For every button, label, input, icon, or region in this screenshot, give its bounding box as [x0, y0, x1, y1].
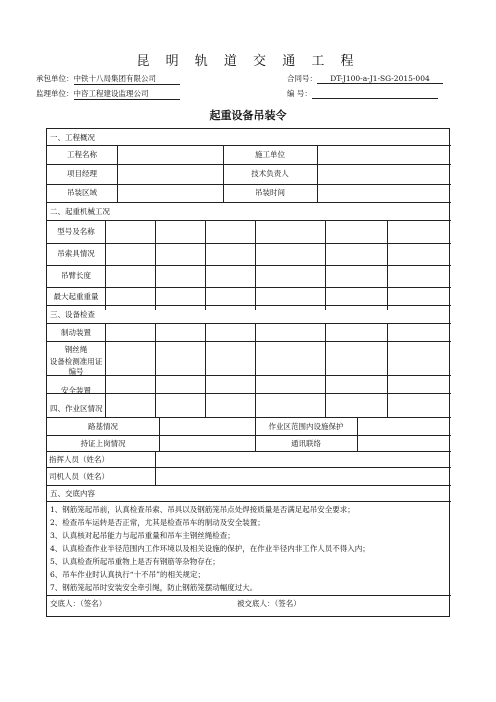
label-certified-operators: 持证上岗情况: [80, 439, 126, 448]
label-commander: 指挥人员（姓名）: [49, 455, 109, 464]
section-5-header: 五、交底内容: [50, 489, 95, 498]
label-tech-lead: 技术负责人: [251, 169, 289, 178]
label-cert-number-line1: 设备检测准用证: [49, 357, 103, 366]
label-project-manager: 项目经理: [67, 169, 97, 178]
contractor-value[interactable]: 中铁十八局集团有限公司: [74, 73, 180, 85]
label-boom-length: 吊臂长度: [61, 271, 91, 280]
briefing-item: 7、钢筋笼起吊时安装安全牵引绳，防止钢筋笼摆动幅度过大。: [50, 583, 258, 592]
supervisor-value[interactable]: 中咨工程建设监理公司: [74, 88, 180, 100]
supervisor-row: [36, 88, 180, 100]
contract-value[interactable]: DT-J100-a-J1-SG-2015-004: [317, 74, 443, 84]
label-construction-unit: 施工单位: [255, 150, 285, 159]
contract-label: 合同号：: [287, 74, 317, 83]
section-2-header: 二、起重机械工况: [50, 207, 110, 216]
label-cert-number-line2: 编号: [68, 367, 84, 376]
label-sling-condition: 吊索具情况: [57, 249, 95, 258]
label-project-name: 工程名称: [67, 150, 97, 159]
label-communication: 通讯联络: [291, 439, 321, 448]
number-label: 编 号：: [287, 89, 312, 98]
label-crane-driver: 司机人员（姓名）: [49, 472, 109, 481]
section-1-header: 一、工程概况: [50, 133, 95, 142]
form-table: [46, 128, 450, 617]
label-max-load: 最大起重重量: [53, 292, 99, 301]
briefing-item: 2、检查吊车运转是否正常，尤其是检查吊车的制动及安全装置；: [50, 518, 265, 527]
contractor-row: [36, 73, 180, 85]
label-wire-rope: 钢丝绳: [64, 345, 88, 354]
label-brake-device: 制动装置: [61, 328, 91, 337]
label-facility-protection: 作业区范围内设施保护: [268, 422, 344, 431]
project-title: 昆 明 轨 道 交 通 工 程: [136, 54, 360, 69]
label-lift-time: 吊装时间: [255, 188, 285, 197]
briefing-item: 3、认真核对起吊能力与起吊重量和吊车主钢丝绳检查；: [50, 531, 235, 540]
briefing-giver-signature[interactable]: 交底人：（签名）: [50, 599, 107, 608]
label-roadbed: 路基情况: [88, 422, 118, 431]
section-3-header: 三、设备检查: [50, 310, 95, 319]
briefing-item: 6、吊车作业时认真执行“十不吊”的相关规定；: [50, 570, 205, 579]
contractor-label: 承包单位：: [36, 74, 74, 83]
contract-row: [287, 73, 443, 84]
label-model-name: 型号及名称: [57, 227, 95, 236]
label-safety-device: 安全装置: [61, 386, 91, 395]
briefing-item: 1、钢筋笼起吊前，认真检查吊索、吊具以及钢筋笼吊点处焊接质量是否满足起吊安全要求；: [50, 505, 355, 514]
briefing-item: 4、认真检查作业半径范围内工作环境以及相关设施的保护，在作业半径内非工作人员不得入内；: [50, 544, 370, 553]
label-lift-area: 吊装区域: [67, 188, 97, 197]
supervisor-label: 监理单位：: [36, 89, 74, 98]
briefing-item: 5、认真检查所起吊重物上是否有钢筋等杂物存在；: [50, 557, 220, 566]
section-4-header: 四、作业区情况: [50, 404, 103, 413]
number-row: [287, 88, 438, 99]
document-title: 起重设备吊装令: [209, 109, 287, 122]
briefing-receiver-signature[interactable]: 被交底人：（签名）: [237, 599, 301, 608]
number-value[interactable]: [312, 89, 438, 99]
